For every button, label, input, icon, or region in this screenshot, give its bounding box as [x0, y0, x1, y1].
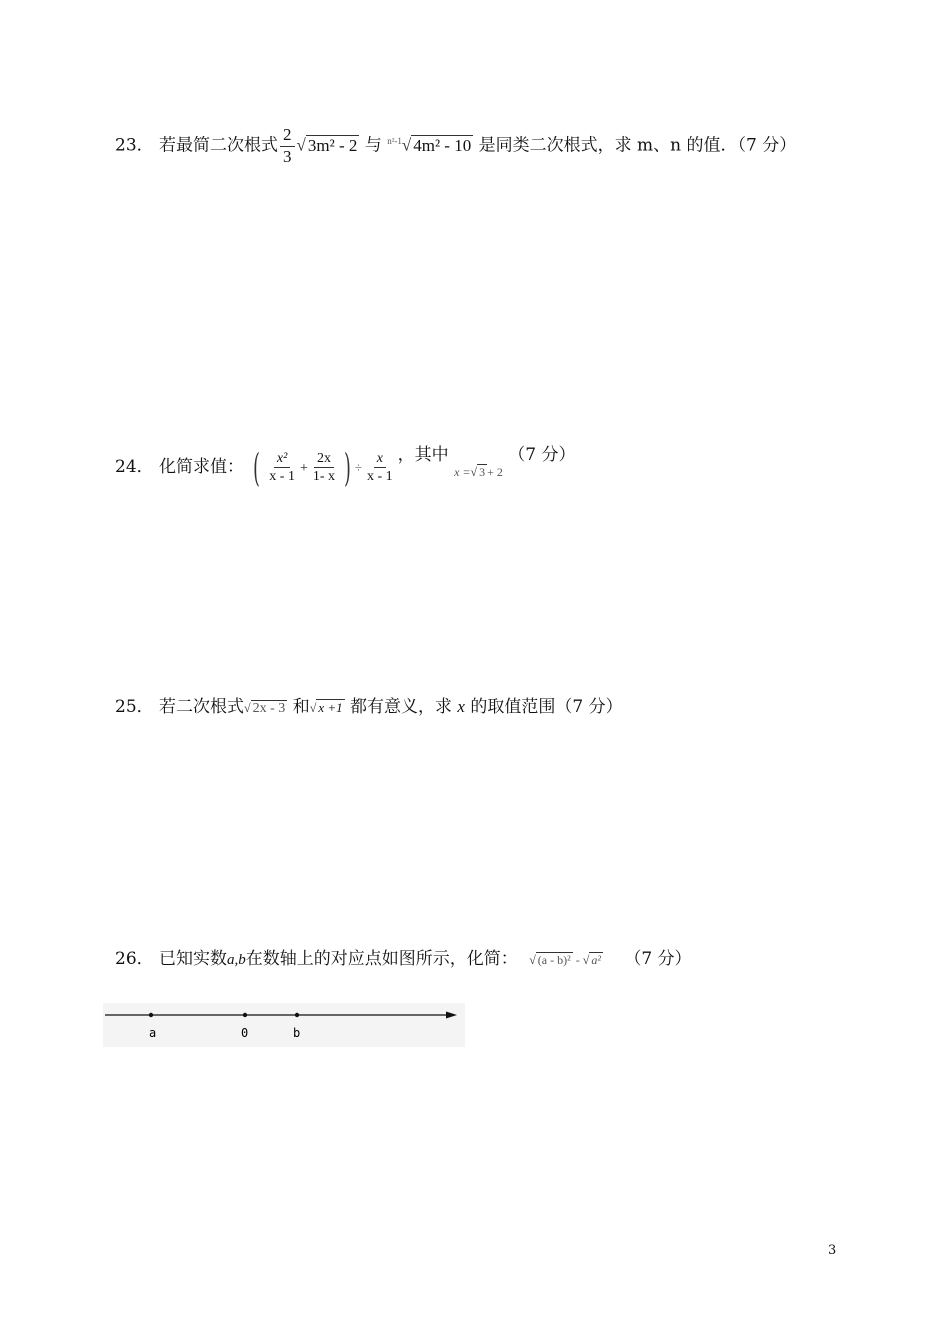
expression	[529, 953, 603, 967]
radicand: 2x - 3	[252, 701, 286, 716]
minus-sign: -	[575, 953, 580, 967]
number-line-figure	[103, 1003, 465, 1047]
fraction	[310, 451, 338, 485]
point-zero	[243, 1013, 247, 1017]
question-text: 若最简二次根式	[159, 135, 279, 156]
radicand: a²	[591, 953, 601, 967]
sqrt-icon: √	[309, 701, 317, 715]
sqrt-icon: √	[244, 701, 251, 715]
question-number: 23	[115, 135, 137, 156]
condition-lhs: x =	[454, 465, 471, 479]
sqrt-icon: √	[470, 465, 478, 479]
radicand: 3m² - 2	[307, 135, 358, 155]
question-26: 26． 已知实数a,b在数轴上的对应点如图所示，化简： √ (a - b)² - √ a² （7 分）	[115, 949, 692, 969]
point-a	[149, 1013, 153, 1017]
fraction-numerator: 2	[280, 126, 295, 147]
points: （7 分）	[624, 949, 692, 969]
fraction-numerator: 2x	[314, 451, 334, 468]
sqrt-icon: √	[582, 953, 590, 967]
condition	[454, 465, 503, 479]
fraction-numerator: x²	[274, 451, 290, 468]
fraction-denominator: x - 1	[367, 469, 393, 484]
root-index: n²-1	[387, 136, 402, 147]
question-text: 与	[364, 135, 382, 156]
fraction-denominator: x - 1	[269, 469, 295, 484]
sqrt-icon: √	[529, 953, 536, 967]
radicand: (a - b)²	[537, 953, 571, 967]
question-23: 23． 若最简二次根式 $\frac{2}{3}$ √ 3m² - 2 与 $^{n^2-1}$√ 4m² - 10 是同类二次根式，求 m、n 的值．（7 分）	[115, 125, 797, 166]
variable: x	[457, 697, 465, 716]
radicand: x +1	[318, 700, 343, 715]
point-b	[295, 1013, 299, 1017]
figure-background	[103, 1003, 465, 1047]
question-text: 在数轴上的对应点如图所示，化简：	[245, 949, 518, 969]
right-paren-icon: )	[344, 445, 351, 490]
question-text: 的取值范围（7 分）	[470, 697, 623, 717]
question-number: 25	[115, 697, 137, 717]
label-zero: 0	[241, 1026, 249, 1040]
fraction	[364, 451, 396, 485]
fraction	[280, 126, 295, 166]
question-text: 化简求值：	[159, 457, 245, 477]
page-number: 3	[828, 1243, 837, 1258]
radicand: 4m² - 10	[413, 135, 472, 155]
variables: a,b	[227, 952, 246, 968]
radicand: 3	[479, 465, 486, 479]
question-text: 都有意义，求	[350, 697, 453, 717]
fraction-numerator: x	[374, 451, 386, 468]
fraction-denominator: 3	[283, 146, 292, 166]
condition-rhs: + 2	[487, 465, 503, 479]
label-a: a	[149, 1026, 157, 1040]
points: （7 分）	[508, 445, 576, 465]
question-text: 是同类二次根式，求 m、n 的值．（7 分）	[478, 135, 797, 156]
label-b: b	[293, 1026, 301, 1040]
question-number: 24	[115, 457, 137, 477]
question-text: 若二次根式	[159, 697, 245, 717]
question-24: 24． 化简求值： ( $\frac{\text{x²}}{x - 1}$ + $\frac{2x}{1- x}$ ) ÷ $\frac{x}{x - 1}$ ，其中 $_{x =√ 3 + 2}$ （7 分）	[115, 445, 576, 490]
left-paren-icon: (	[253, 445, 261, 490]
question-text: ，其中	[397, 445, 449, 465]
question-number: 26	[115, 949, 137, 969]
question-text: 已知实数	[159, 949, 228, 969]
question-25: 25． 若二次根式√ 2x - 3 和√ x +1 都有意义，求 x 的取值范围（7 分）	[115, 697, 623, 717]
divide-sign: ÷	[354, 460, 362, 475]
sqrt-icon: √	[401, 135, 412, 155]
fraction-denominator: 1- x	[312, 469, 336, 484]
question-text: 和	[292, 697, 310, 717]
plus-sign: +	[299, 461, 308, 476]
fraction	[266, 451, 298, 485]
sqrt-icon: √	[296, 135, 306, 155]
